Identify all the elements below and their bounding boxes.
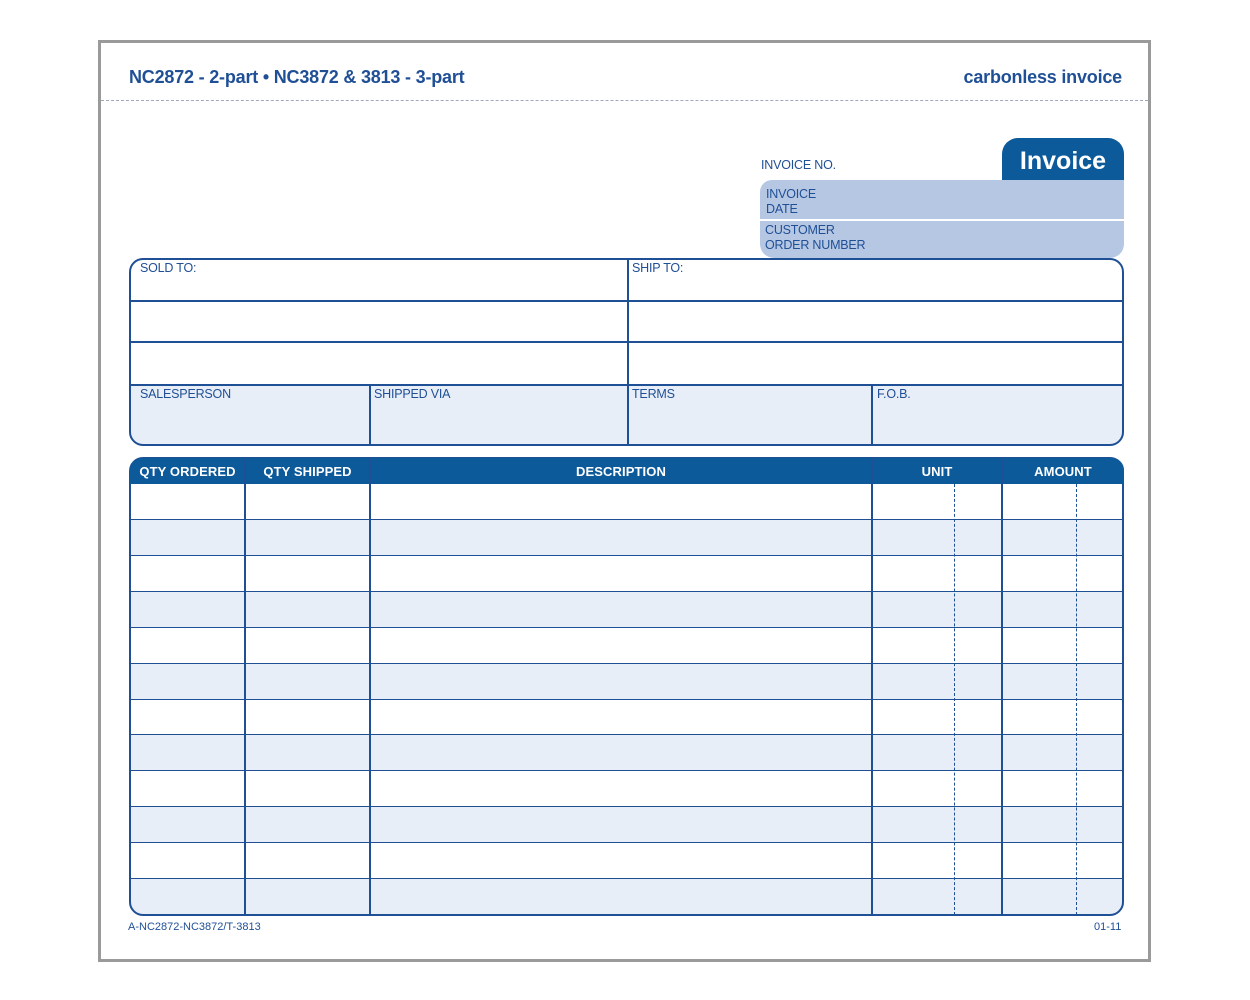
col-amount: AMOUNT: [1034, 463, 1092, 479]
col-qty-shipped: QTY SHIPPED: [263, 463, 352, 479]
ship-to-label: SHIP TO:: [632, 261, 684, 275]
row-divider: [130, 591, 1123, 592]
row-divider: [130, 734, 1123, 735]
form-type-heading: carbonless invoice: [963, 67, 1122, 87]
col-divider-3: [871, 458, 873, 915]
unit-cents-divider: [954, 484, 955, 915]
row-divider: [130, 878, 1123, 879]
details-divider-3: [871, 385, 873, 445]
row-divider: [130, 699, 1123, 700]
col-divider-2: [369, 458, 371, 915]
col-description: DESCRIPTION: [576, 463, 666, 479]
invoice-date-label-line1: INVOICE: [766, 187, 816, 201]
invoice-no-label: INVOICE NO.: [761, 158, 836, 172]
address-divider: [627, 259, 629, 385]
customer-order-label: [765, 223, 865, 253]
details-divider-1: [369, 385, 371, 445]
salesperson-label: SALESPERSON: [140, 387, 231, 401]
row-divider: [130, 842, 1123, 843]
shipped-via-label: SHIPPED VIA: [374, 387, 451, 401]
form-title: Invoice: [1019, 146, 1107, 175]
invoice-date-label-line2: DATE: [766, 202, 798, 216]
fob-label: F.O.B.: [877, 387, 911, 401]
col-divider-1: [244, 458, 246, 915]
perforation-line: [101, 100, 1148, 101]
row-divider: [130, 770, 1123, 771]
meta-divider: [760, 219, 1124, 221]
line-items-table: [129, 457, 1124, 916]
row-divider: [130, 806, 1123, 807]
product-codes-heading: NC2872 - 2-part • NC3872 & 3813 - 3-part: [129, 67, 465, 87]
address-line-2: [130, 341, 1123, 343]
amount-cents-divider: [1076, 484, 1077, 915]
invoice-date-label: [766, 187, 816, 217]
address-line-1: [130, 300, 1123, 302]
form-code: A-NC2872-NC3872/T-3813: [128, 921, 261, 933]
table-header: [130, 458, 1124, 484]
sold-to-label: SOLD TO:: [140, 261, 197, 275]
revision-code: 01-11: [1094, 921, 1122, 933]
row-divider: [130, 663, 1123, 664]
form-title-tab: [1002, 138, 1124, 182]
row-divider: [130, 555, 1123, 556]
col-qty-ordered: QTY ORDERED: [139, 463, 236, 479]
col-unit: UNIT: [921, 463, 953, 479]
customer-order-label-line1: CUSTOMER: [765, 223, 835, 237]
details-divider-2: [627, 385, 629, 445]
row-divider: [130, 627, 1123, 628]
row-divider: [130, 519, 1123, 520]
col-divider-4: [1001, 458, 1003, 915]
customer-order-label-line2: ORDER NUMBER: [765, 238, 866, 252]
terms-label: TERMS: [632, 387, 675, 401]
